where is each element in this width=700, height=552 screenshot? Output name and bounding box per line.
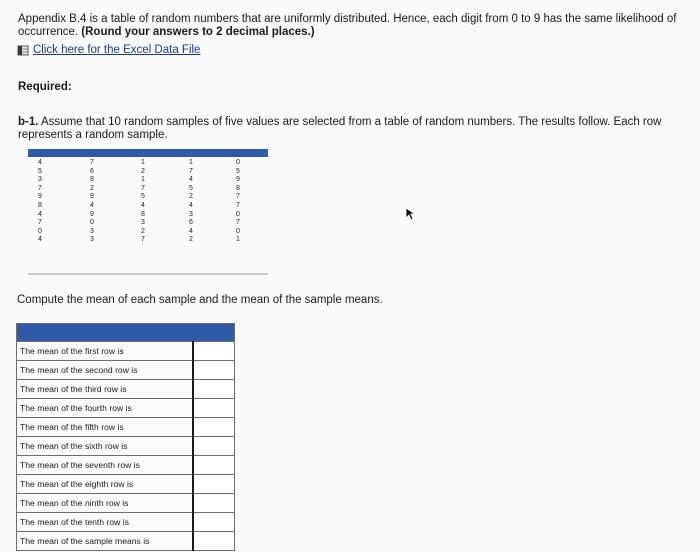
answer-row-label: The mean of the sample means is — [17, 532, 194, 551]
answer-input[interactable] — [194, 456, 234, 474]
random-column — [33, 159, 47, 245]
random-digit: 4 — [38, 159, 42, 166]
random-digit: 7 — [236, 201, 240, 209]
answer-input-cell — [193, 494, 235, 513]
answer-input-cell — [193, 456, 235, 475]
random-digit: 9 — [236, 176, 240, 184]
answer-input[interactable] — [194, 342, 234, 360]
answer-row-label: The mean of the seventh row is — [17, 456, 194, 475]
random-digit: 7 — [141, 236, 145, 244]
random-digit: 3 — [38, 176, 42, 184]
part-b1-text: Assume that 10 random samples of five values are selected from a table of random numbers. The results follow. Each row represents a random sample. — [18, 116, 662, 141]
random-digit: 4 — [189, 201, 193, 209]
random-digit: 0 — [90, 219, 94, 227]
answer-row — [17, 342, 235, 361]
random-digit: 7 — [38, 219, 42, 227]
intro-instruction: (Round your answers to 2 decimal places.) — [81, 26, 315, 38]
answer-input[interactable] — [194, 513, 234, 531]
excel-data-link[interactable] — [17, 44, 200, 56]
excel-file-icon — [17, 45, 29, 56]
answer-input[interactable] — [194, 380, 234, 398]
answer-input[interactable] — [194, 475, 234, 493]
answer-row-label: The mean of the sixth row is — [17, 437, 194, 456]
answer-row — [17, 494, 235, 513]
answer-input[interactable] — [194, 437, 234, 455]
random-digit: 0 — [236, 227, 240, 235]
answer-input-cell — [193, 399, 235, 418]
answer-row-label: The mean of the ninth row is — [17, 494, 194, 513]
answer-table-header — [17, 324, 235, 342]
random-digit: 7 — [141, 184, 145, 192]
random-digit: 5 — [38, 167, 42, 175]
answer-row-label: The mean of the fifth row is — [17, 418, 194, 437]
part-b1-label: b-1. — [18, 116, 39, 128]
mouse-pointer-icon — [405, 207, 417, 221]
answer-row — [17, 532, 235, 551]
answer-row — [17, 456, 235, 475]
random-digit: 1 — [141, 176, 145, 184]
answer-table-header-cell — [17, 324, 235, 342]
random-digit: 8 — [141, 210, 145, 218]
problem-intro — [18, 13, 678, 39]
answer-row — [17, 513, 235, 532]
random-samples-table — [28, 149, 268, 277]
answer-input-cell — [193, 532, 235, 551]
random-digit: 7 — [90, 159, 94, 166]
random-digit: 1 — [236, 236, 240, 244]
random-digit: 6 — [90, 167, 94, 175]
random-digit: 4 — [141, 201, 145, 209]
excel-link-label: Click here for the Excel Data File — [33, 44, 201, 56]
random-digit: 7 — [236, 193, 240, 201]
random-digit: 2 — [141, 227, 145, 235]
answer-row-label: The mean of the third row is — [17, 380, 194, 399]
answer-row — [17, 475, 235, 494]
random-digit: 8 — [236, 184, 240, 192]
random-digit: 9 — [90, 210, 94, 218]
random-table-divider — [28, 273, 268, 275]
answer-input-cell — [193, 380, 235, 399]
random-digit: 2 — [141, 167, 145, 175]
answer-input-cell — [193, 418, 235, 437]
answer-input-cell — [193, 342, 235, 361]
random-digit: 7 — [236, 219, 240, 227]
answer-input[interactable] — [194, 418, 234, 436]
answer-row — [17, 418, 235, 437]
random-digit: 5 — [141, 193, 145, 201]
random-digit: 4 — [189, 176, 193, 184]
answer-input-cell — [193, 475, 235, 494]
random-digit: 1 — [189, 159, 193, 166]
answer-row-label: The mean of the eighth row is — [17, 475, 194, 494]
random-digit: 4 — [189, 227, 193, 235]
random-digit: 8 — [90, 176, 94, 184]
random-digit: 4 — [38, 236, 42, 244]
random-digit: 2 — [189, 236, 193, 244]
answer-input-cell — [193, 361, 235, 380]
random-digit: 0 — [38, 227, 42, 235]
random-digit: 5 — [189, 184, 193, 192]
random-digit: 7 — [38, 184, 42, 192]
answer-row-label: The mean of the tenth row is — [17, 513, 194, 532]
random-table-header — [28, 149, 268, 157]
answer-input[interactable] — [194, 532, 234, 550]
answer-row-label: The mean of the fourth row is — [17, 399, 194, 418]
answer-input[interactable] — [194, 399, 234, 417]
random-digit: 0 — [236, 210, 240, 218]
random-column — [85, 159, 99, 245]
random-digit: 3 — [141, 219, 145, 227]
random-digit: 0 — [236, 159, 240, 166]
answer-row — [17, 437, 235, 456]
random-digit: 7 — [189, 167, 193, 175]
answer-input-cell — [193, 437, 235, 456]
random-column — [231, 159, 245, 245]
random-digit: 3 — [189, 210, 193, 218]
random-digit: 9 — [38, 193, 42, 201]
random-column — [136, 159, 150, 245]
part-b1-prompt — [18, 116, 668, 142]
answer-input[interactable] — [194, 361, 234, 379]
random-digit: 4 — [38, 210, 42, 218]
answer-input[interactable] — [194, 494, 234, 512]
answer-row-label: The mean of the first row is — [17, 342, 194, 361]
answer-row — [17, 399, 235, 418]
answer-input-cell — [193, 513, 235, 532]
answer-row — [17, 380, 235, 399]
random-digit: 4 — [90, 201, 94, 209]
random-digit: 3 — [90, 227, 94, 235]
random-digit: 5 — [236, 167, 240, 175]
random-digit: 2 — [189, 193, 193, 201]
compute-instruction: Compute the mean of each sample and the mean of the sample means. — [17, 294, 383, 306]
random-digit: 1 — [141, 159, 145, 166]
random-digit: 9 — [90, 193, 94, 201]
required-heading: Required: — [18, 81, 72, 93]
random-digit: 6 — [189, 219, 193, 227]
answer-table — [16, 323, 235, 551]
answer-row-label: The mean of the second row is — [17, 361, 194, 380]
random-column — [184, 159, 198, 245]
random-digit: 8 — [38, 201, 42, 209]
random-digit: 3 — [90, 236, 94, 244]
intro-text: Appendix B.4 is a table of random numbers that are uniformly distributed. Hence, each digit from 0 to 9 has the same likelihood of occurrence. — [18, 13, 677, 38]
answer-row — [17, 361, 235, 380]
random-digit: 2 — [90, 184, 94, 192]
